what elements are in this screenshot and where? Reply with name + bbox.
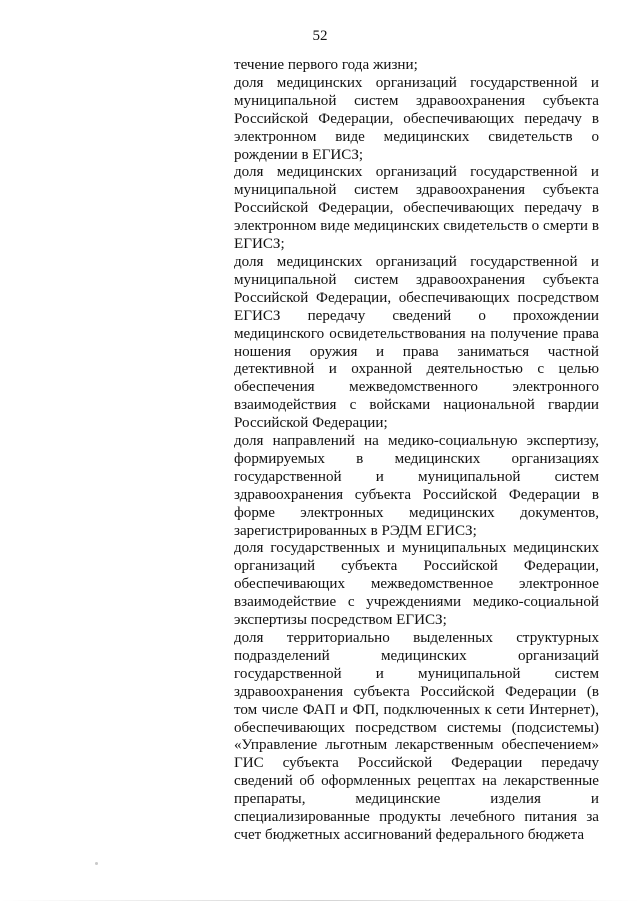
scan-speck (95, 862, 98, 865)
document-body (234, 57, 599, 845)
paragraph-preferential-drugs: доля территориально выделенных структурных подразделений медицинских организаций государственной и муниципальной систем здравоохранения субъекта Российской Федерации (в том числе ФАП и ФП, подключенных к сети Интернет), обеспечивающих посредством системы (подсистемы) «Управление льготным лекарственным обеспечением» ГИС субъекта Российской Федерации передачу сведений об оформленных рецептах на лекарственные препараты, медицинские изделия и специализированные продукты лечебного питания за счет бюджетных ассигнований федерального бюджета (234, 630, 599, 843)
page-number: 52 (312, 28, 328, 44)
paragraph-continuation: течение первого года жизни; (234, 57, 418, 73)
paragraph-weapon-license-exam: доля медицинских организаций государственной и муниципальной систем здравоохранения субъекта Российской Федерации, обеспечивающих посредством ЕГИСЗ передачу сведений о прохождении медицинского освидетельствования на получение права ношения оружия и права заниматься частной детективной и охранной деятельностью с целью обеспечения межведомственного электронного взаимодействия с войсками национальной гвардии Российской Федерации; (234, 253, 599, 432)
paragraph-birth-certificates: доля медицинских организаций государственной и муниципальной систем здравоохранения субъекта Российской Федерации, обеспечивающих передачу в электронном виде медицинских свидетельств о рождении в ЕГИСЗ; (234, 74, 599, 163)
paragraph-mse-referrals: доля направлений на медико-социальную экспертизу, формируемых в медицинских организациях государственной и муниципальной систем здравоохранения субъекта Российской Федерации в форме электронных медицинских документов, зарегистрированных в РЭДМ ЕГИСЗ; (234, 433, 599, 539)
scan-bottom-edge (0, 900, 640, 901)
paragraph-death-certificates: доля медицинских организаций государственной и муниципальной систем здравоохранения субъекта Российской Федерации, обеспечивающих передачу в электронном виде медицинских свидетельств о смерти в ЕГИСЗ; (234, 164, 599, 253)
paragraph-mse-interaction: доля государственных и муниципальных медицинских организаций субъекта Российской Федерации, обеспечивающих межведомственное электронное взаимодействие с учреждениями медико-социальной экспертизы посредством ЕГИСЗ; (234, 540, 599, 629)
